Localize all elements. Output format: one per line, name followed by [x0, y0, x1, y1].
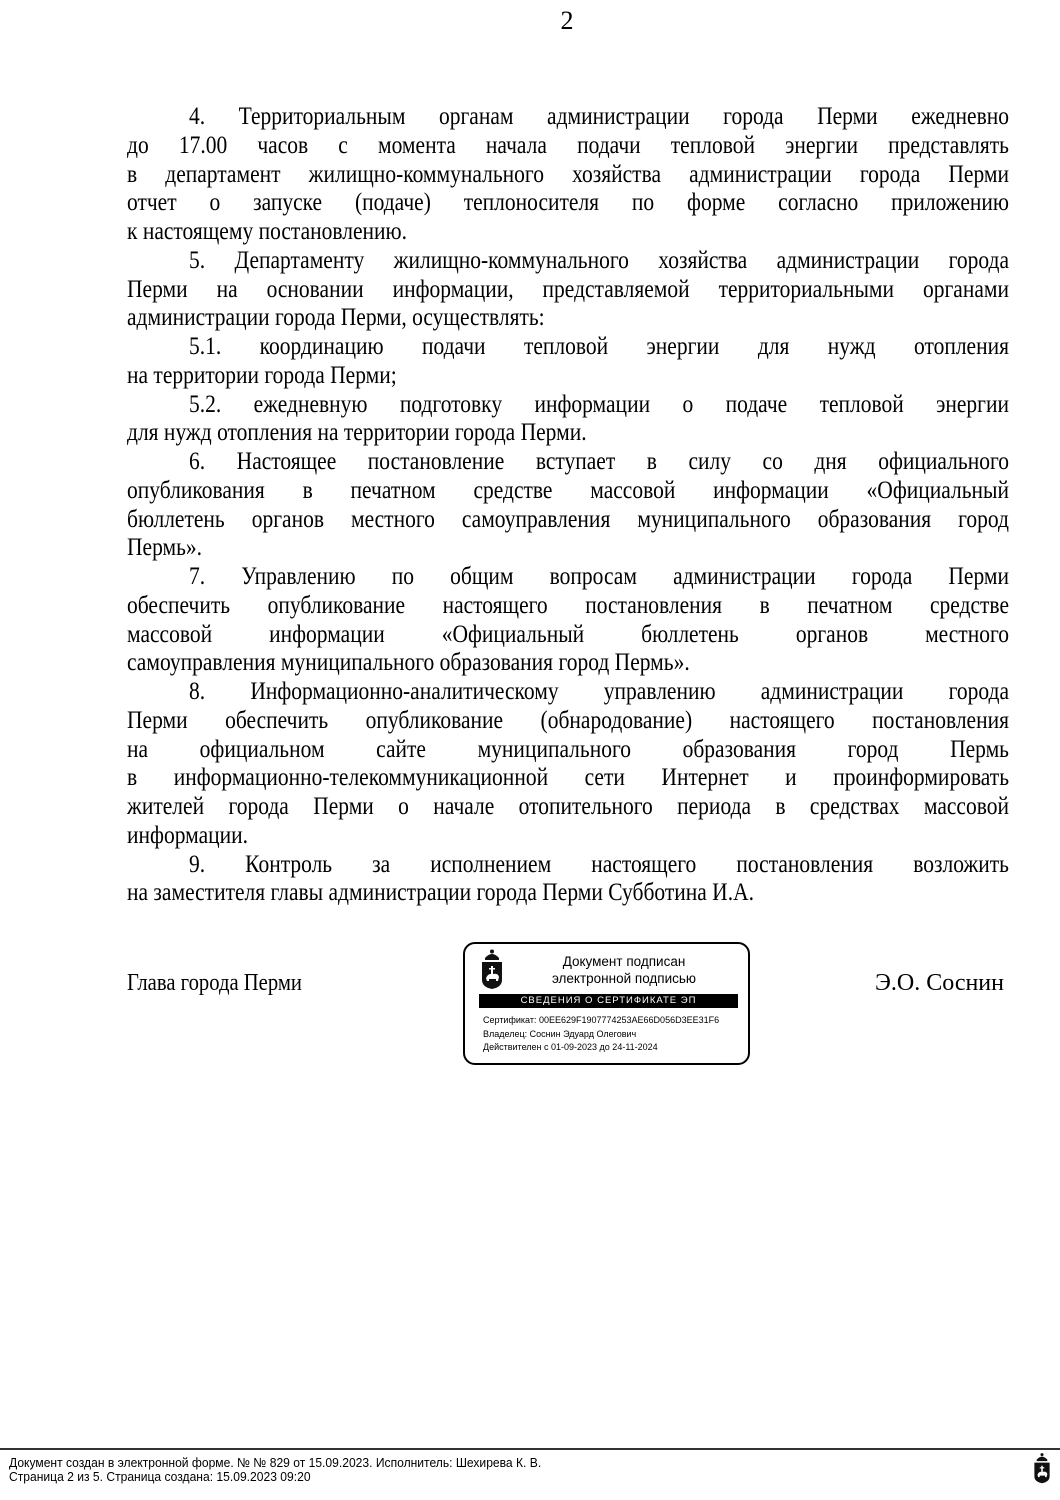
stamp-owner: Владелец: Соснин Эдуард Олегович: [483, 1029, 637, 1039]
body-line: [127, 592, 1009, 621]
body-line: [127, 132, 1009, 161]
body-line: [127, 879, 1009, 908]
body-line-text: до 17.00 часов с момента начала подачи тепловой энергии представлять: [127, 131, 1009, 159]
body-line: [127, 161, 1009, 190]
body-line-text: Пермь».: [127, 534, 203, 562]
body-line: [127, 851, 1009, 880]
body-line-text: 5. Департаменту жилищно-коммунального хозяйства администрации города: [189, 246, 1009, 274]
body-line: [127, 362, 1009, 391]
signatory-position: Глава города Перми: [127, 970, 302, 996]
body-line-text: 7. Управлению по общим вопросам администрации города Перми: [189, 563, 1009, 590]
body-line: [127, 103, 1009, 132]
stamp-title-line-1: Документ подписан: [562, 954, 686, 969]
coat-of-arms-icon: [479, 948, 505, 990]
body-line: [127, 477, 1009, 506]
electronic-signature-stamp: [463, 942, 750, 1065]
body-line-text: к настоящему постановлению.: [127, 218, 407, 245]
body-line-text: администрации города Перми, осуществлять:: [127, 304, 545, 332]
signatory-name: Э.О. Соснин: [875, 970, 1004, 996]
document-body: [127, 103, 1009, 908]
body-line-text: в информационно-телекоммуникационной сети Интернет и проинформировать: [127, 764, 1009, 792]
body-line-text: на территории города Перми;: [127, 361, 397, 389]
body-line: [127, 419, 1009, 448]
body-line: [127, 563, 1009, 592]
body-line-text: в департамент жилищно-коммунального хозяйства администрации города Перми: [127, 160, 1009, 188]
body-line: [127, 822, 1009, 851]
body-line-text: Перми на основании информации, представляемой территориальными органами: [127, 275, 1009, 303]
body-line-text: информации.: [127, 821, 249, 849]
page-number: 2: [560, 6, 574, 35]
body-line: [127, 391, 1009, 420]
body-line: [127, 764, 1009, 793]
body-line: [127, 304, 1009, 333]
stamp-validity: Действителен с 01-09-2023 до 24-11-2024: [483, 1042, 658, 1052]
body-line: [127, 247, 1009, 276]
body-line: [127, 276, 1009, 305]
body-line: [127, 218, 1009, 247]
body-line: [127, 333, 1009, 362]
body-line-text: отчет о запуске (подаче) теплоносителя по форме согласно приложению: [127, 189, 1009, 217]
body-line-text: 9. Контроль за исполнением настоящего постановления возложить: [189, 850, 1009, 878]
body-line: [127, 678, 1009, 707]
stamp-title-line-2: электронной подписью: [551, 971, 697, 986]
stamp-certificate-number: Сертификат: 00EE629F1907774253AE66D056D3EE31F6: [483, 1015, 720, 1025]
body-line-text: для нужд отопления на территории города Перми.: [127, 419, 587, 447]
body-line-text: Перми обеспечить опубликование (обнародование) настоящего постановления: [127, 706, 1009, 734]
body-line: [127, 793, 1009, 822]
body-line-text: 8. Информационно-аналитическому управлению администрации города: [189, 678, 1009, 705]
body-line-text: бюллетень органов местного самоуправления муниципального образования город: [127, 505, 1009, 533]
body-line-text: 6. Настоящее постановление вступает в силу со дня официального: [189, 448, 1009, 475]
body-line: [127, 649, 1009, 678]
body-line-text: опубликования в печатном средстве массовой информации «Официальный: [127, 476, 1009, 504]
body-line-text: массовой информации «Официальный бюллетень органов местного: [127, 620, 1009, 648]
footer-document-info: Документ создан в электронной форме. № № 829 от 15.09.2023. Исполнитель: Шехирева К. В.: [9, 1455, 542, 1470]
body-line-text: жителей города Перми о начале отопительного периода в средствах массовой: [127, 793, 1009, 820]
body-line-text: 4. Территориальным органам администрации города Перми ежедневно: [189, 103, 1009, 130]
body-line-text: на заместителя главы администрации города Перми Субботина И.А.: [127, 879, 754, 907]
body-line: [127, 448, 1009, 477]
footer-page-info: Страница 2 из 5. Страница создана: 15.09.2023 09:20: [9, 1469, 311, 1484]
body-line-text: самоуправления муниципального образования город Пермь».: [127, 649, 690, 677]
body-line: [127, 736, 1009, 765]
body-line-text: на официальном сайте муниципального образования город Пермь: [127, 735, 1009, 763]
body-line: [127, 621, 1009, 650]
body-line-text: обеспечить опубликование настоящего постановления в печатном средстве: [127, 591, 1009, 619]
body-line: [127, 189, 1009, 218]
coat-of-arms-icon: [1032, 1452, 1052, 1484]
body-line: [127, 506, 1009, 535]
footer-divider: [0, 1448, 1060, 1450]
body-line: [127, 707, 1009, 736]
body-line-text: 5.2. ежедневную подготовку информации о подаче тепловой энергии: [189, 390, 1009, 418]
body-line-text: 5.1. координацию подачи тепловой энергии для нужд отопления: [189, 333, 1009, 360]
body-line: [127, 534, 1009, 563]
stamp-certificate-header: СВЕДЕНИЯ О СЕРТИФИКАТЕ ЭП: [479, 994, 738, 1008]
